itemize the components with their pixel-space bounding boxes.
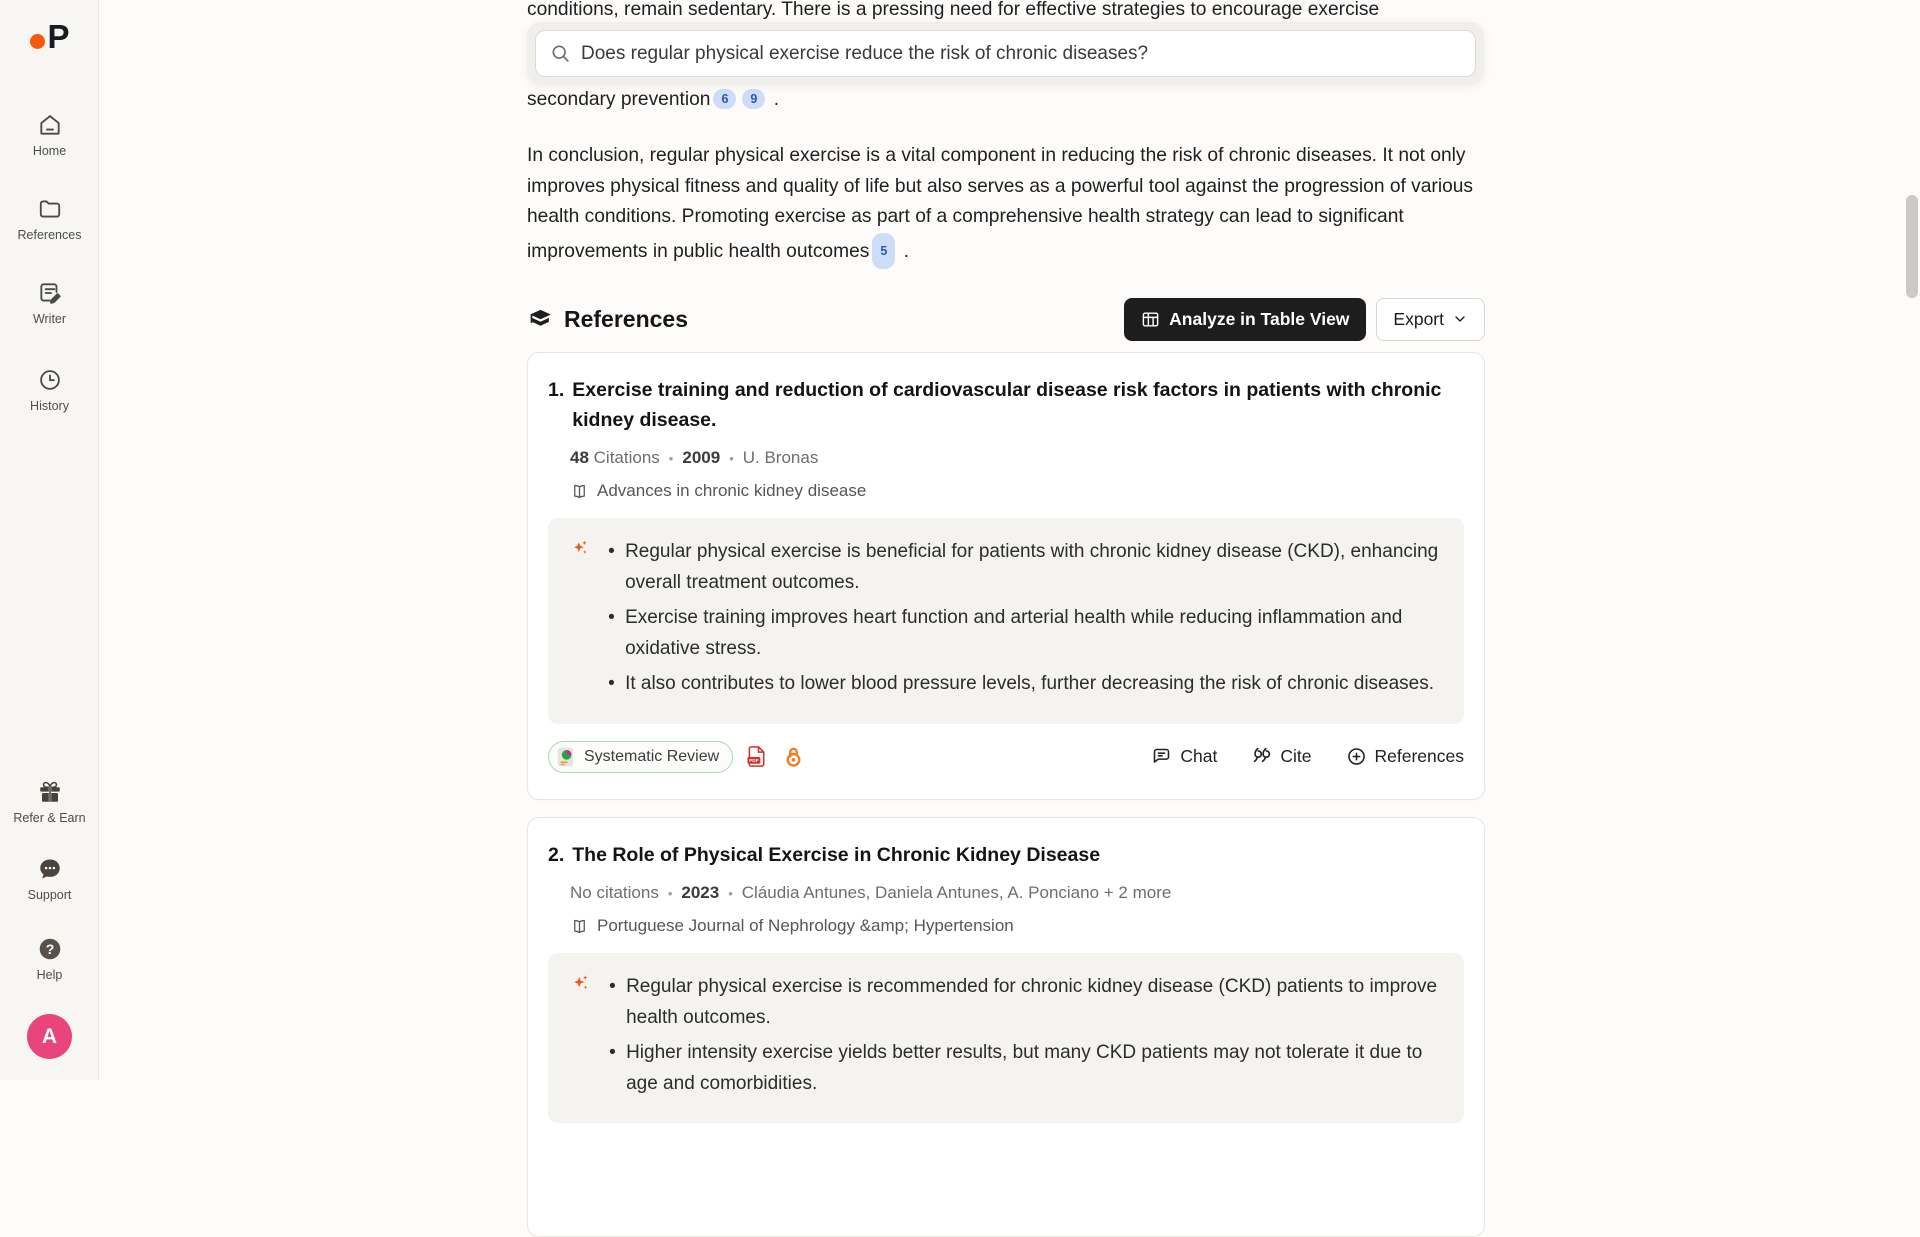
help-icon	[37, 936, 63, 962]
chat-icon	[1151, 746, 1172, 767]
logo-dot-icon	[30, 34, 45, 49]
reference-year: 2023	[681, 883, 720, 902]
search-box[interactable]	[535, 30, 1476, 77]
sidebar-item-support[interactable]	[0, 856, 99, 902]
header-actions	[1124, 298, 1485, 341]
secondary-suffix: .	[768, 89, 780, 110]
sidebar-item-home[interactable]	[0, 112, 99, 158]
reference-footer	[548, 741, 1464, 773]
summary-list	[604, 972, 1442, 1104]
study-type-label: Systematic Review	[584, 747, 720, 765]
ai-summary-box	[548, 518, 1464, 724]
citation-badge[interactable]: 9	[742, 89, 765, 109]
user-avatar[interactable]: A	[27, 1014, 72, 1059]
scrollbar-thumb[interactable]	[1906, 195, 1918, 298]
conclusion-text: In conclusion, regular physical exercise is a vital component in reducing the risk of chronic diseases. It not only improves physical fitness and quality of life but also serves as a powerful tool against the progression of various health conditions. Promoting exercise as part of a comprehensive health strategy can lead to significant improvements in public health outcomes	[527, 145, 1474, 262]
sidebar	[0, 0, 99, 1080]
sparkles-icon	[572, 537, 589, 559]
reference-title-text[interactable]: The Role of Physical Exercise in Chronic Kidney Disease	[572, 844, 1101, 866]
summary-list	[603, 537, 1442, 705]
table-icon	[1141, 310, 1160, 329]
logo-letter: P	[47, 18, 69, 55]
search-overlay	[527, 22, 1484, 85]
svg-text:?: ?	[45, 940, 54, 957]
export-button-label: Export	[1393, 308, 1444, 329]
dot-separator: •	[729, 450, 734, 466]
conclusion-paragraph	[527, 141, 1495, 269]
reference-title	[548, 840, 1464, 870]
chat-button-label: Chat	[1180, 746, 1218, 766]
book-icon	[570, 917, 589, 936]
reference-journal	[570, 481, 1464, 501]
reference-journal-text: Advances in chronic kidney disease	[597, 481, 867, 500]
ai-summary-box	[548, 953, 1464, 1123]
study-type-tag[interactable]	[548, 741, 733, 773]
report-doc-icon	[555, 746, 577, 768]
sidebar-item-writer[interactable]	[0, 280, 99, 326]
document-secondary-line	[527, 89, 779, 111]
pdf-icon[interactable]	[746, 745, 769, 768]
cite-button-label: Cite	[1280, 746, 1312, 766]
books-icon	[527, 306, 554, 333]
reference-title-text[interactable]: Exercise training and reduction of cardiovascular disease risk factors in patients with chronic kidney disease.	[572, 379, 1442, 431]
references-button[interactable]	[1346, 746, 1465, 767]
analyze-button-label: Analyze in Table View	[1169, 308, 1350, 329]
sidebar-item-label: Writer	[32, 312, 67, 326]
reference-journal-text: Portuguese Journal of Nephrology &amp; Hypertension	[597, 916, 1014, 935]
conclusion-suffix: .	[898, 240, 909, 262]
cite-icon	[1251, 746, 1272, 767]
analyze-table-view-button[interactable]	[1124, 298, 1366, 341]
reference-actions	[1151, 746, 1464, 767]
summary-bullet: • Regular physical exercise is recommended for chronic kidney disease (CKD) patients to improve health outcomes.	[626, 972, 1442, 1033]
document-text-clipped: conditions, remain sedentary. There is a pressing need for effective strategies to encourage exercise	[527, 0, 1380, 20]
references-folder-icon	[37, 196, 63, 222]
citation-label: No citations	[570, 883, 659, 902]
summary-bullet: • Regular physical exercise is beneficial for patients with chronic kidney disease (CKD), enhancing overall treatment outcomes.	[625, 537, 1442, 598]
references-title	[527, 306, 688, 333]
sidebar-item-label: Help	[36, 968, 63, 982]
sidebar-item-label: References	[17, 228, 82, 242]
reference-title	[548, 375, 1464, 435]
reference-year: 2009	[682, 448, 721, 467]
reference-meta	[570, 883, 1464, 903]
citation-label: Citations	[593, 448, 660, 467]
reference-meta	[570, 448, 1464, 468]
dot-separator: •	[728, 885, 733, 901]
app-logo[interactable]	[0, 18, 99, 56]
search-icon	[550, 43, 571, 64]
support-chat-icon	[37, 856, 63, 882]
reference-card	[527, 352, 1485, 800]
sidebar-item-label: Refer & Earn	[13, 811, 86, 825]
plus-circle-icon	[1346, 746, 1367, 767]
sidebar-item-help[interactable]	[0, 936, 99, 982]
references-title-text: References	[564, 305, 689, 332]
chat-button[interactable]	[1151, 746, 1217, 767]
writer-icon	[37, 280, 63, 306]
reference-authors: U. Bronas	[742, 448, 819, 467]
references-button-label: References	[1374, 746, 1464, 766]
sidebar-item-label: History	[30, 399, 69, 413]
citation-badge[interactable]: 5	[872, 233, 895, 270]
summary-bullet: • It also contributes to lower blood pressure levels, further decreasing the risk of chronic diseases.	[625, 669, 1442, 700]
reference-number: 1.	[548, 379, 565, 401]
reference-journal	[570, 916, 1464, 936]
dot-separator: •	[667, 885, 673, 901]
open-access-icon[interactable]	[782, 745, 805, 768]
export-button[interactable]	[1376, 298, 1485, 341]
sparkles-icon	[572, 972, 590, 994]
book-icon	[570, 482, 589, 501]
reference-card	[527, 817, 1485, 1237]
summary-bullet: • Higher intensity exercise yields better results, but many CKD patients may not tolerate it due to age and comorbidities.	[626, 1038, 1442, 1099]
cite-button[interactable]	[1251, 746, 1311, 767]
history-icon	[37, 367, 63, 393]
home-icon	[37, 112, 63, 138]
search-input[interactable]	[581, 43, 1461, 65]
reference-authors: Cláudia Antunes, Daniela Antunes, A. Ponciano + 2 more	[741, 883, 1172, 902]
references-header	[527, 296, 1485, 342]
sidebar-item-refer-earn[interactable]	[0, 779, 99, 825]
sidebar-item-label: Support	[27, 888, 72, 902]
citation-count: 48	[570, 448, 589, 467]
reference-number: 2.	[548, 844, 565, 866]
svg-text:PDF: PDF	[749, 759, 759, 765]
summary-bullet: • Exercise training improves heart function and arterial health while reducing inflammation and oxidative stress.	[625, 603, 1442, 664]
chevron-down-icon	[1452, 311, 1468, 327]
sidebar-item-label: Home	[32, 144, 67, 158]
sidebar-item-references[interactable]	[0, 196, 99, 242]
dot-separator: •	[668, 450, 674, 466]
gift-icon	[37, 779, 63, 805]
sidebar-item-history[interactable]	[0, 367, 99, 413]
citation-badge[interactable]: 6	[713, 89, 736, 109]
secondary-text: secondary prevention	[527, 89, 711, 110]
